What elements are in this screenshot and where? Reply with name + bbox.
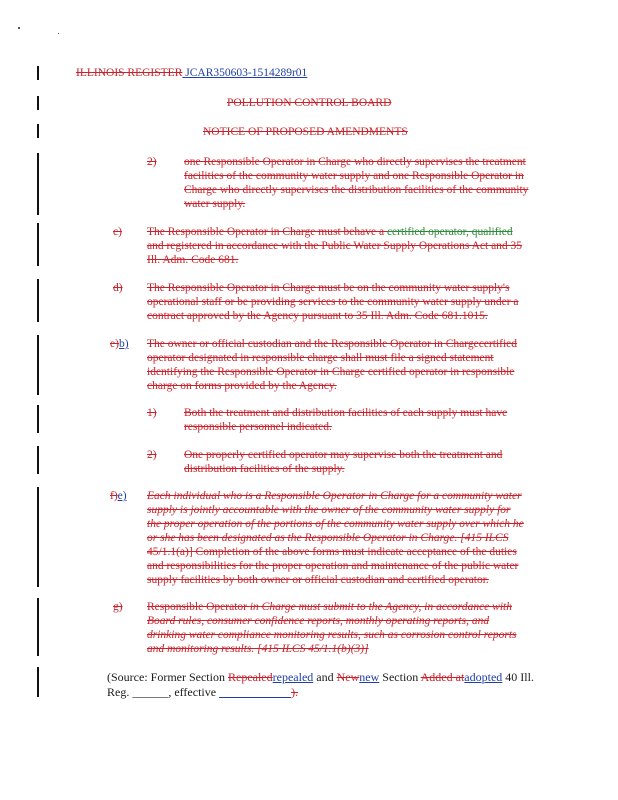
item-c-marker: c) — [113, 226, 122, 238]
change-bar — [37, 96, 39, 110]
change-bar — [37, 279, 39, 322]
item-fe-line: supply facilities by both owner or official custodian and certified operator. — [147, 574, 489, 586]
source-note-line2: Reg. ______, effective ____________). — [107, 685, 299, 699]
item-g-line: Responsible Operator in Charge must submit to the Agency, in accordance with — [147, 601, 512, 613]
sub-1-line: Both the treatment and distribution facilities of each supply must have — [184, 407, 508, 419]
scan-dot — [18, 27, 20, 29]
change-bar — [37, 598, 39, 656]
item-g-line: and monitoring results. [415 ILCS 45/1.1(b)(3)] — [147, 643, 369, 655]
notice-title: NOTICE OF PROPOSED AMENDMENTS — [203, 126, 408, 138]
register-header — [76, 67, 307, 79]
sub-2-line: One properly certified operator may supervise both the treatment and — [184, 449, 503, 461]
item-g-line: drinking water compliance monitoring results, such as corrosion control reports — [147, 629, 517, 641]
item-eb-line: identifying the Responsible Operator in Charge certified operator in responsible — [147, 366, 515, 378]
item-fe-marker: f)e) — [110, 490, 127, 502]
item-fe-line: the proper operation of the portions of the community water supply over which he — [147, 518, 524, 530]
item-c-line: The Responsible Operator in Charge must behave a certified operator, qualified — [147, 226, 513, 238]
item-d-line: The Responsible Operator in Charge must be on the community water supply's — [147, 282, 510, 294]
item-fe-line: Each individual who is a Responsible Operator in Charge for a community water — [147, 490, 522, 502]
item-2-line: facilities of the community water supply and one Responsible Operator in — [184, 170, 524, 182]
item-2-line: one Responsible Operator in Charge who directly supervises the treatment — [184, 156, 526, 168]
source-note: (Source: Former Section Repealedrepealed and Newnew Section Added atadopted 40 Ill. — [107, 670, 534, 684]
change-bar — [37, 487, 39, 587]
item-g-line: Board rules, consumer confidence reports, monthly operating reports, and — [147, 615, 490, 627]
register-deleted: ILLINOIS REGISTER — [76, 67, 183, 79]
item-eb-line: charge on forms provided by the Agency. — [147, 380, 337, 392]
item-eb-line: operator designated in responsible charge shall must file a signed statement — [147, 352, 494, 364]
change-bar — [37, 446, 39, 474]
board-title: POLLUTION CONTROL BOARD — [227, 97, 392, 109]
item-fe-line: supply is jointly accountable with the owner of the community water supply for — [147, 504, 511, 516]
item-eb-marker: e)b) — [110, 338, 129, 350]
change-bar — [37, 405, 39, 433]
scan-dot — [58, 33, 59, 34]
change-bar — [37, 335, 39, 395]
change-bar — [37, 124, 39, 138]
item-fe-line: or she has been designated as the Responsible Operator in Charge. [415 ILCS — [147, 532, 509, 544]
item-2-line: water supply. — [184, 198, 246, 210]
item-eb-line: The owner or official custodian and the Responsible Operator in Chargecertified — [147, 338, 518, 350]
item-fe-line: 45/1.1(a)] Completion of the above forms must indicate acceptance of the duties — [147, 546, 517, 558]
item-c-line: Ill. Adm. Code 681. — [147, 254, 239, 266]
item-fe-line: and responsibilities for the proper operation and maintenance of the public water — [147, 560, 519, 572]
item-d-marker: d) — [113, 282, 123, 294]
sub-2-line: distribution facilities of the supply. — [184, 463, 345, 475]
change-bar — [37, 66, 39, 80]
sub-2-marker: 2) — [147, 449, 157, 461]
item-2-marker: 2) — [147, 156, 157, 168]
item-c-line: and registered in accordance with the Public Water Supply Operations Act and 35 — [147, 240, 523, 252]
change-bar — [37, 223, 39, 266]
item-g-marker: g) — [113, 601, 123, 613]
item-d-line: contract approved by the Agency pursuant to 35 Ill. Adm. Code 681.1015. — [147, 310, 488, 322]
sub-1-line: responsible personnel indicated. — [184, 421, 332, 433]
register-inserted: JCAR350603-1514289r01 — [185, 67, 308, 79]
change-bar — [37, 153, 39, 215]
item-2-line: Charge who directly supervises the distribution facilities of the community — [184, 184, 529, 196]
sub-1-marker: 1) — [147, 407, 157, 419]
item-d-line: operational staff or be providing services to the community water supply under a — [147, 296, 519, 308]
change-bar — [37, 667, 39, 697]
